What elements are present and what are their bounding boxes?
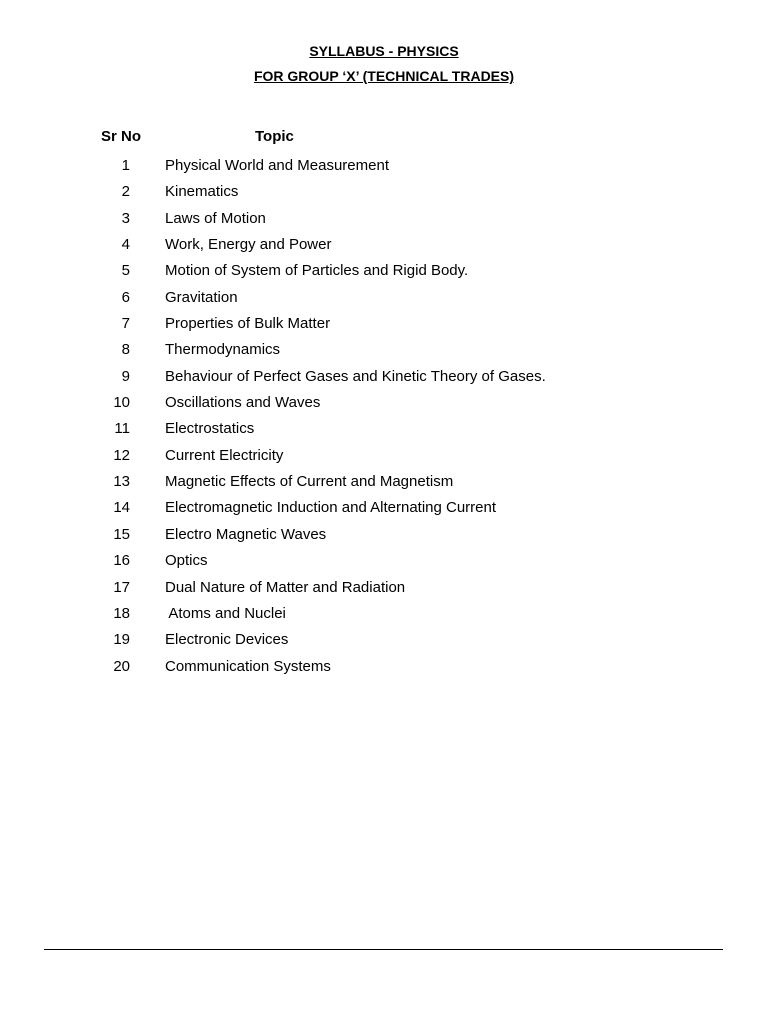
list-item (0, 394, 768, 420)
list-item (0, 420, 768, 446)
row-number: 17 (113, 578, 130, 596)
row-number: 15 (113, 525, 130, 543)
row-number: 16 (113, 552, 130, 570)
list-item (0, 579, 768, 605)
row-topic: Physical World and Measurement (165, 157, 389, 174)
row-topic: Behaviour of Perfect Gases and Kinetic Theory of Gases. (165, 367, 546, 385)
column-header-sr-no: Sr No (101, 128, 142, 145)
row-number: 1 (121, 157, 130, 174)
list-item (0, 210, 768, 236)
row-topic: Electro Magnetic Waves (165, 525, 327, 543)
list-item (0, 499, 768, 525)
row-number: 12 (113, 446, 130, 464)
row-number: 4 (121, 236, 130, 254)
row-topic: Oscillations and Waves (165, 394, 321, 412)
row-number: 8 (121, 341, 130, 359)
row-number: 7 (121, 315, 130, 333)
list-item (0, 473, 768, 499)
list-item (0, 552, 768, 578)
row-number: 14 (113, 499, 130, 517)
syllabus-list (0, 157, 768, 684)
row-topic: Communication Systems (165, 657, 331, 675)
row-number: 5 (121, 262, 130, 280)
list-item (0, 341, 768, 367)
row-topic: Kinematics (165, 183, 239, 201)
row-number: 13 (113, 473, 130, 491)
list-item (0, 157, 768, 183)
row-number: 9 (121, 367, 130, 385)
list-item (0, 236, 768, 262)
list-item (0, 368, 768, 394)
row-number: 19 (113, 631, 130, 649)
document-title: SYLLABUS - PHYSICS (309, 43, 459, 59)
list-item (0, 315, 768, 341)
row-topic: Electronic Devices (165, 631, 289, 649)
row-number: 11 (114, 420, 130, 438)
list-item (0, 447, 768, 473)
list-item (0, 183, 768, 209)
row-topic: Work, Energy and Power (165, 236, 332, 254)
column-header-topic: Topic (255, 128, 294, 145)
list-item (0, 631, 768, 657)
row-topic: Dual Nature of Matter and Radiation (165, 578, 406, 596)
row-topic: Electromagnetic Induction and Alternating Current (165, 499, 497, 517)
row-topic: Properties of Bulk Matter (165, 315, 331, 333)
list-item (0, 605, 768, 631)
row-number: 20 (113, 657, 130, 675)
row-topic: Current Electricity (165, 446, 284, 464)
list-item (0, 289, 768, 315)
list-item (0, 262, 768, 288)
row-topic: Laws of Motion (165, 209, 266, 227)
row-number: 3 (121, 209, 130, 227)
row-topic: Motion of System of Particles and Rigid Body. (165, 262, 469, 280)
document-subtitle: FOR GROUP ‘X’ (TECHNICAL TRADES) (253, 68, 515, 84)
row-number: 18 (113, 604, 130, 622)
row-topic: Magnetic Effects of Current and Magnetism (165, 473, 454, 491)
row-topic: Thermodynamics (165, 341, 281, 359)
row-topic: Electrostatics (165, 420, 255, 438)
row-number: 6 (121, 288, 130, 306)
row-topic: Optics (165, 552, 208, 570)
footer-divider (44, 949, 723, 950)
list-item (0, 526, 768, 552)
row-number: 10 (113, 394, 130, 412)
row-number: 2 (121, 183, 130, 201)
list-item (0, 658, 768, 684)
row-topic: Gravitation (165, 288, 238, 306)
row-topic: Atoms and Nuclei (165, 604, 286, 622)
